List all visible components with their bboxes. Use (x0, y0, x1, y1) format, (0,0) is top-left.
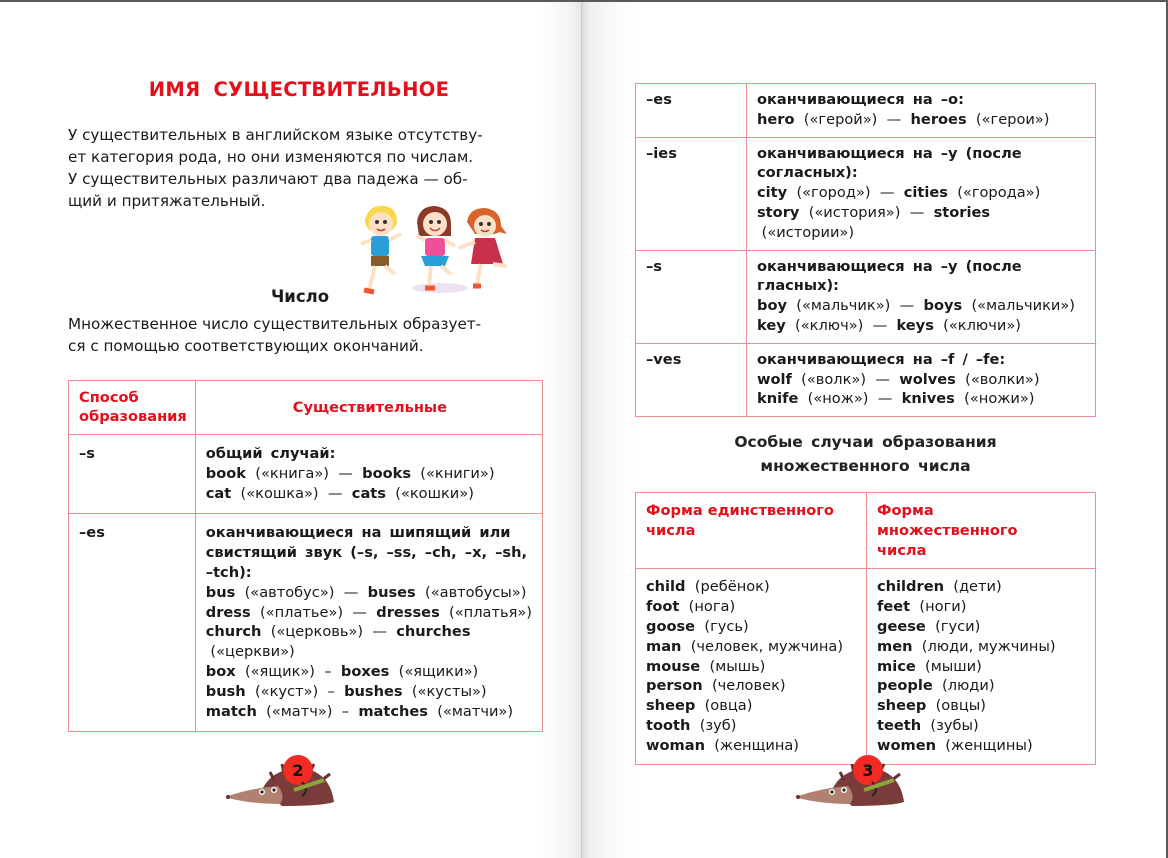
example-line: box («ящик») – boxes («ящики») (205, 662, 479, 680)
english-word: books (362, 464, 412, 482)
translation: (мыши) (925, 657, 982, 675)
word-entry (646, 617, 856, 637)
english-word: child (646, 578, 686, 596)
header-plural: Форма множественного числа (867, 493, 1096, 569)
rule-text: оканчивающиеся на –y (после гласных): (757, 257, 1022, 295)
section-heading-number: Число (270, 287, 330, 306)
english-word: feet (877, 598, 911, 616)
english-word: box (205, 662, 236, 680)
children-running-illustration (355, 200, 520, 300)
english-word: sheep (877, 697, 927, 715)
english-word: churches (396, 623, 471, 641)
suffix-cell: –s (69, 435, 196, 514)
number-line: Множественное число существительных образует- (68, 315, 482, 333)
english-word: sheep (646, 697, 696, 715)
example-line: bus («автобус») — buses («автобусы») (205, 583, 527, 601)
translation: (нога) (688, 598, 736, 616)
english-word: mice (877, 657, 916, 675)
english-word: knives (901, 390, 955, 408)
english-word: bus (205, 583, 236, 601)
example-line: wolf («волк») — wolves («волки») (757, 370, 1040, 388)
english-word: match (205, 702, 257, 720)
example-line: boy («мальчик») — boys («мальчики») (757, 297, 1076, 315)
page-title: ИМЯ СУЩЕСТВИТЕЛЬНОЕ (148, 78, 450, 101)
translation: (гусь) (704, 617, 749, 635)
word-entry (877, 597, 1085, 617)
translation: (дети) (953, 578, 1002, 596)
word-entry (646, 597, 856, 617)
intro-line: ет категория рода, но они изменяются по числам. (68, 148, 474, 166)
translation: (овцы) (935, 697, 986, 715)
word-entry (877, 657, 1085, 677)
rule-text: оканчивающиеся на –y (после согласных): (757, 144, 1022, 182)
word-entry (877, 696, 1085, 716)
english-word: matches (358, 702, 428, 720)
english-word: book (205, 464, 246, 482)
translation: (женщины) (945, 736, 1033, 754)
number-paragraph (68, 313, 530, 357)
examples-cell (747, 137, 1096, 250)
english-word: boys (923, 297, 963, 315)
page-number: 3 (862, 761, 874, 780)
english-word: heroes (910, 110, 967, 128)
rule-text: общий случай: (205, 445, 336, 462)
translation: (зуб) (699, 716, 737, 734)
example-line: knife («нож») — knives («ножи») (757, 390, 1035, 408)
english-word: church (205, 623, 262, 641)
intro-line: У существительных в английском языке отсутству- (68, 126, 483, 144)
page-number: 2 (292, 761, 304, 780)
english-word: teeth (877, 716, 922, 734)
examples-cell (747, 84, 1096, 138)
suffix-cell: –ves (636, 343, 747, 416)
english-word: keys (896, 316, 934, 334)
english-word: dresses (376, 603, 440, 621)
word-entry (646, 696, 856, 716)
girl-figure (459, 208, 507, 286)
example-line: city («город») — cities («города») (757, 184, 1041, 202)
example-line: hero («герой») — heroes («герои») (757, 110, 1050, 128)
rule-text: оканчивающиеся на –o: (757, 91, 964, 108)
english-word: goose (646, 617, 696, 635)
table-row (636, 343, 1096, 416)
intro-line: щий и притяжательный. (68, 192, 266, 210)
english-word: tooth (646, 716, 691, 734)
english-word: mouse (646, 657, 701, 675)
translation: (ноги) (919, 598, 967, 616)
examples-cell (195, 514, 542, 732)
intro-paragraph (68, 124, 530, 212)
word-entry (877, 617, 1085, 637)
special-cases-heading (635, 430, 1096, 478)
english-word: children (877, 578, 944, 596)
plural-column (867, 569, 1096, 764)
examples-cell (747, 343, 1096, 416)
word-entry (646, 637, 856, 657)
table-row (636, 569, 1096, 764)
english-word: cities (903, 184, 948, 202)
example-line: story («история») — stories («истории») (757, 203, 991, 241)
table-row (69, 514, 543, 732)
english-word: bush (205, 682, 246, 700)
example-line: key («ключ») — keys («ключи») (757, 316, 1021, 334)
translation: (овца) (704, 697, 753, 715)
translation: (человек, мужчина) (690, 637, 844, 655)
header-method: Способ образования (69, 381, 196, 435)
suffix-cell: –ies (636, 137, 747, 250)
english-word: woman (646, 736, 705, 754)
table-header-row (69, 381, 543, 435)
english-word: boxes (340, 662, 390, 680)
english-word: buses (367, 583, 416, 601)
word-entry (877, 716, 1085, 736)
translation: (человек) (711, 677, 786, 695)
word-entry (646, 716, 856, 736)
number-line: ся с помощью соответствующих окончаний. (68, 337, 424, 355)
suffix-cell: –s (636, 250, 747, 343)
example-line: match («матч») – matches («матчи») (205, 702, 514, 720)
english-word: city (757, 184, 788, 202)
english-word: cats (351, 484, 386, 502)
translation: (женщина) (714, 736, 800, 754)
translation: (мышь) (709, 657, 766, 675)
word-entry (877, 577, 1085, 597)
special-cases-heading-line: Особые случаи образования (734, 433, 997, 451)
word-entry (646, 577, 856, 597)
intro-line: У существительных различают два падежа — об- (68, 170, 468, 188)
table-header-row (636, 493, 1096, 569)
english-word: men (877, 637, 913, 655)
english-word: person (646, 677, 703, 695)
rule-text: оканчивающиеся на –f / –fe: (757, 350, 1006, 368)
english-word: people (877, 677, 933, 695)
english-word: boy (757, 297, 787, 315)
english-word: bushes (344, 682, 403, 700)
suffix-cell: –es (636, 84, 747, 138)
table-row (636, 84, 1096, 138)
table-row (69, 435, 543, 514)
hedgehog-page-number-badge (792, 750, 912, 820)
special-cases-heading-line: множественного числа (760, 457, 971, 475)
english-word: hero (757, 110, 795, 128)
english-word: women (877, 736, 937, 754)
suffix-cell: –es (69, 514, 196, 732)
singular-column (636, 569, 867, 764)
translation: (гуси) (935, 617, 981, 635)
hedgehog-page-number-badge (222, 750, 342, 820)
translation: (зубы) (930, 716, 979, 734)
example-line: cat («кошка») — cats («кошки») (205, 484, 474, 502)
book-spine (581, 2, 582, 858)
word-entry (877, 637, 1085, 657)
word-entry (646, 676, 856, 696)
table-row (636, 137, 1096, 250)
english-word: cat (205, 484, 232, 502)
english-word: knife (757, 390, 799, 408)
word-entry (877, 676, 1085, 696)
example-line: bush («куст») – bushes («кусты») (205, 682, 487, 700)
english-word: key (757, 316, 786, 334)
word-entry (646, 657, 856, 677)
translation: (люди, мужчины) (921, 637, 1056, 655)
english-word: wolf (757, 370, 792, 388)
english-word: geese (877, 617, 926, 635)
header-singular: Форма единственного числа (636, 493, 867, 569)
irregular-plurals-table (635, 492, 1096, 765)
rule-text: оканчивающиеся на шипящий или свистящий звук (–s, –ss, –ch, –x, –sh, –tch): (205, 524, 528, 581)
english-word: man (646, 637, 682, 655)
plural-endings-table (68, 380, 543, 732)
examples-cell (747, 250, 1096, 343)
example-line: dress («платье») — dresses («платья») (205, 603, 532, 621)
english-word: dress (205, 603, 251, 621)
example-line: church («церковь») — churches («церкви») (205, 623, 471, 661)
english-word: story (757, 203, 800, 221)
english-word: foot (646, 598, 680, 616)
example-line: book («книга») — books («книги») (205, 464, 495, 482)
boy-figure (361, 206, 401, 292)
translation: (люди) (942, 677, 995, 695)
examples-cell (195, 435, 542, 514)
header-nouns: Существительные (195, 381, 542, 435)
english-word: stories (933, 203, 991, 221)
plural-endings-table-continued (635, 83, 1096, 417)
table-row (636, 250, 1096, 343)
translation: (ребёнок) (694, 578, 770, 596)
english-word: wolves (899, 370, 956, 388)
girl-figure (417, 206, 455, 288)
